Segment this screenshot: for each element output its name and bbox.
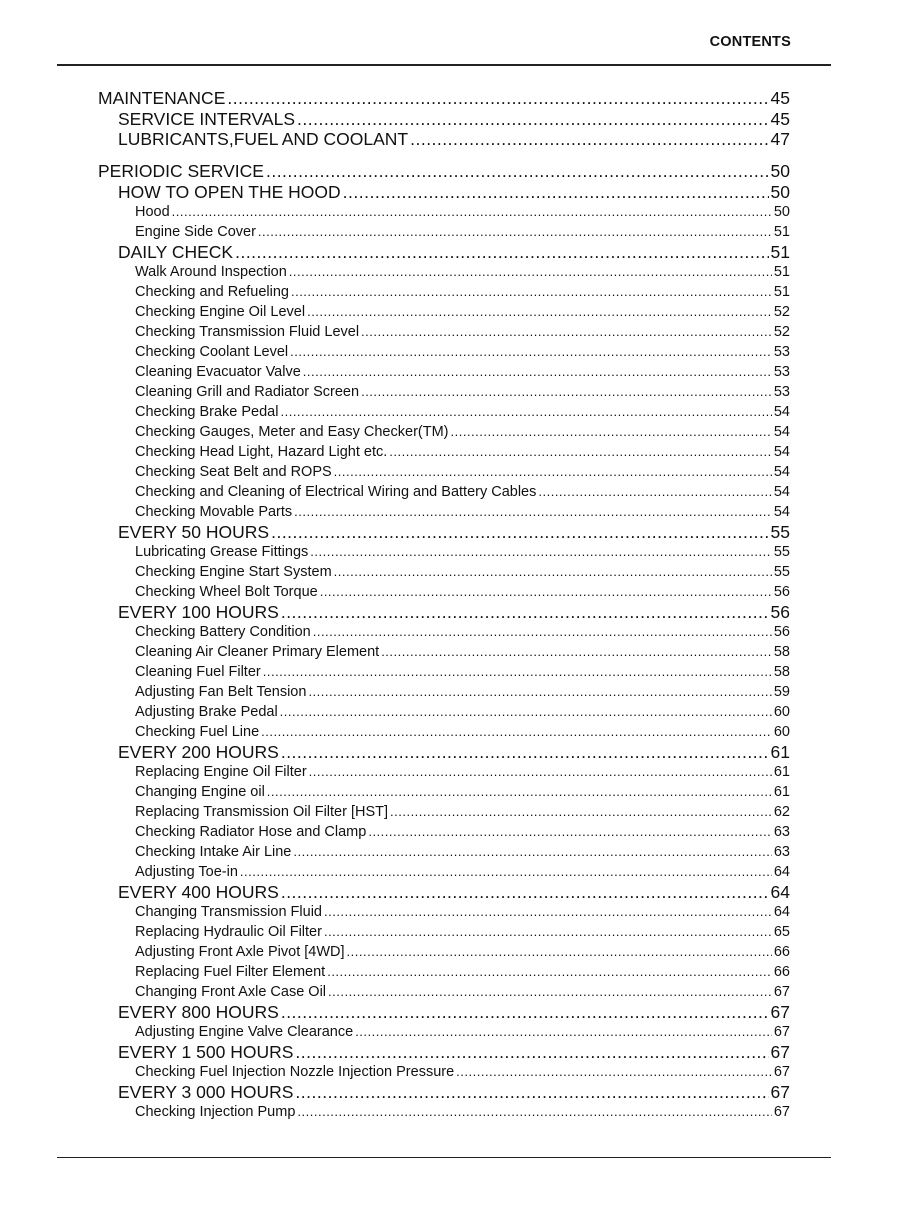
dot-leader <box>172 202 772 222</box>
toc-entry-title: Checking Fuel Injection Nozzle Injection Pressure <box>135 1064 455 1080</box>
toc-entry[interactable] <box>98 702 790 722</box>
toc-entry-title: Adjusting Engine Valve Clearance <box>135 1024 354 1040</box>
toc-entry[interactable] <box>98 242 790 262</box>
toc-entry-page-number: 51 <box>770 242 790 262</box>
toc-entry-page-number: 60 <box>773 704 790 720</box>
toc-entry-title: Checking Intake Air Line <box>135 844 292 860</box>
dot-leader <box>295 1042 768 1062</box>
dot-leader <box>307 302 772 322</box>
toc-entry-page-number: 52 <box>773 304 790 320</box>
dot-leader <box>263 662 772 682</box>
toc-entry-page-number: 47 <box>770 129 790 149</box>
toc-entry-page-number: 54 <box>773 484 790 500</box>
toc-entry-page-number: 62 <box>773 804 790 820</box>
toc-entry-page-number: 53 <box>773 364 790 380</box>
dot-leader <box>361 382 772 402</box>
dot-leader <box>313 622 772 642</box>
toc-entry-page-number: 51 <box>773 224 790 240</box>
dot-leader <box>451 422 772 442</box>
dot-leader <box>271 522 768 542</box>
dot-leader <box>266 161 769 182</box>
toc-section <box>98 88 790 149</box>
toc-entry-page-number: 52 <box>773 324 790 340</box>
toc-entry-page-number: 55 <box>773 544 790 560</box>
toc-entry-page-number: 63 <box>773 844 790 860</box>
toc-entry-title: Checking Coolant Level <box>135 344 289 360</box>
toc-entry-page-number: 67 <box>770 1082 790 1102</box>
toc-entry-title: EVERY 3 000 HOURS <box>118 1082 294 1102</box>
toc-entry-title: Replacing Hydraulic Oil Filter <box>135 924 322 940</box>
dot-leader <box>390 802 772 822</box>
toc-entry-title: HOW TO OPEN THE HOOD <box>118 182 341 202</box>
toc-entry-title: Cleaning Fuel Filter <box>135 664 261 680</box>
toc-entry-title: Checking Injection Pump <box>135 1104 296 1120</box>
toc-entry[interactable] <box>98 222 790 242</box>
toc-entry-page-number: 66 <box>773 944 790 960</box>
toc-entry-page-number: 67 <box>773 984 790 1000</box>
toc-entry-title: Checking Brake Pedal <box>135 404 279 420</box>
toc-entry[interactable] <box>98 482 790 502</box>
toc-entry-page-number: 50 <box>770 182 790 202</box>
toc-entry-page-number: 67 <box>773 1024 790 1040</box>
dot-leader <box>281 602 769 622</box>
toc-entry[interactable] <box>98 129 790 149</box>
toc-entry[interactable] <box>98 902 790 922</box>
toc-entry-title: Checking Fuel Line <box>135 724 260 740</box>
toc-entry[interactable] <box>98 822 790 842</box>
toc-entry-page-number: 56 <box>773 624 790 640</box>
dot-leader <box>280 402 771 422</box>
dot-leader <box>327 962 772 982</box>
toc-entry-title: SERVICE INTERVALS <box>118 109 296 129</box>
toc-entry-title: MAINTENANCE <box>98 88 226 108</box>
dot-leader <box>261 722 772 742</box>
dot-leader <box>456 1062 772 1082</box>
dot-leader <box>538 482 771 502</box>
toc-entry-title: Checking Seat Belt and ROPS <box>135 464 332 480</box>
dot-leader <box>324 922 772 942</box>
toc-entry-title: Changing Transmission Fluid <box>135 904 322 920</box>
toc-entry-page-number: 67 <box>773 1104 790 1120</box>
toc-entry[interactable] <box>98 282 790 302</box>
dot-leader <box>308 682 771 702</box>
toc-entry[interactable] <box>98 582 790 602</box>
dot-leader <box>334 462 772 482</box>
dot-leader <box>258 222 772 242</box>
toc-entry-page-number: 59 <box>773 684 790 700</box>
toc-entry[interactable] <box>98 682 790 702</box>
toc-entry-title: EVERY 200 HOURS <box>118 742 279 762</box>
dot-leader <box>297 109 769 129</box>
toc-entry[interactable] <box>98 842 790 862</box>
toc-entry-page-number: 54 <box>773 464 790 480</box>
toc-entry[interactable] <box>98 982 790 1002</box>
toc-entry-page-number: 54 <box>773 504 790 520</box>
toc-entry-page-number: 55 <box>773 564 790 580</box>
toc-entry-title: Adjusting Fan Belt Tension <box>135 684 307 700</box>
header-label: CONTENTS <box>709 34 791 50</box>
toc-entry[interactable] <box>98 161 790 182</box>
toc-entry[interactable] <box>98 322 790 342</box>
toc-entry-title: Checking Transmission Fluid Level <box>135 324 360 340</box>
toc-entry[interactable] <box>98 1082 790 1102</box>
toc-entry-page-number: 61 <box>773 764 790 780</box>
dot-leader <box>361 322 772 342</box>
dot-leader <box>280 702 772 722</box>
toc-entry-title: Checking Radiator Hose and Clamp <box>135 824 367 840</box>
toc-entry[interactable] <box>98 202 790 222</box>
dot-leader <box>355 1022 772 1042</box>
dot-leader <box>343 182 769 202</box>
toc-entry[interactable] <box>98 382 790 402</box>
toc-entry[interactable] <box>98 182 790 202</box>
toc-entry[interactable] <box>98 262 790 282</box>
dot-leader <box>281 882 769 902</box>
toc-entry[interactable] <box>98 942 790 962</box>
toc-entry-title: Cleaning Grill and Radiator Screen <box>135 384 360 400</box>
table-of-contents <box>98 88 790 1134</box>
toc-entry-title: EVERY 50 HOURS <box>118 522 270 542</box>
toc-entry-title: Replacing Fuel Filter Element <box>135 964 326 980</box>
toc-entry-title: Cleaning Air Cleaner Primary Element <box>135 644 380 660</box>
toc-entry-title: Adjusting Front Axle Pivot [4WD] <box>135 944 345 960</box>
toc-entry-page-number: 58 <box>773 644 790 660</box>
toc-entry-page-number: 63 <box>773 824 790 840</box>
toc-section <box>98 161 790 1122</box>
dot-leader <box>289 262 772 282</box>
toc-entry-page-number: 50 <box>770 161 790 181</box>
toc-entry[interactable] <box>98 882 790 902</box>
toc-entry-title: DAILY CHECK <box>118 242 234 262</box>
toc-entry-title: Checking Engine Oil Level <box>135 304 306 320</box>
toc-entry-title: Replacing Engine Oil Filter <box>135 764 307 780</box>
dot-leader <box>281 1002 769 1022</box>
dot-leader <box>291 282 772 302</box>
toc-entry-page-number: 58 <box>773 664 790 680</box>
toc-entry[interactable] <box>98 862 790 882</box>
toc-entry-page-number: 56 <box>773 584 790 600</box>
dot-leader <box>297 1102 771 1122</box>
toc-entry[interactable] <box>98 1022 790 1042</box>
toc-entry-title: Adjusting Toe-in <box>135 864 238 880</box>
toc-entry[interactable] <box>98 1042 790 1062</box>
toc-entry-title: Changing Engine oil <box>135 784 265 800</box>
toc-entry-page-number: 64 <box>770 882 790 902</box>
toc-entry-page-number: 50 <box>773 204 790 220</box>
toc-entry-title: PERIODIC SERVICE <box>98 161 264 181</box>
toc-entry[interactable] <box>98 622 790 642</box>
toc-entry-title: Checking and Refueling <box>135 284 289 300</box>
dot-leader <box>281 742 769 762</box>
toc-entry-page-number: 61 <box>770 742 790 762</box>
toc-entry[interactable] <box>98 88 790 109</box>
dot-leader <box>324 902 772 922</box>
toc-entry[interactable] <box>98 1102 790 1122</box>
toc-entry-page-number: 54 <box>773 444 790 460</box>
toc-entry-title: Checking Head Light, Hazard Light etc. <box>135 444 388 460</box>
toc-entry-page-number: 53 <box>773 384 790 400</box>
dot-leader <box>381 642 772 662</box>
dot-leader <box>303 362 772 382</box>
toc-entry-page-number: 67 <box>770 1002 790 1022</box>
dot-leader <box>293 842 771 862</box>
dot-leader <box>389 442 772 462</box>
toc-entry-title: EVERY 400 HOURS <box>118 882 279 902</box>
toc-entry[interactable] <box>98 1062 790 1082</box>
dot-leader <box>347 942 772 962</box>
toc-entry-page-number: 55 <box>770 522 790 542</box>
toc-entry-page-number: 60 <box>773 724 790 740</box>
toc-entry[interactable] <box>98 962 790 982</box>
toc-entry[interactable] <box>98 522 790 542</box>
toc-entry[interactable] <box>98 802 790 822</box>
dot-leader <box>227 88 768 109</box>
toc-entry[interactable] <box>98 742 790 762</box>
toc-entry-page-number: 51 <box>773 264 790 280</box>
toc-entry-title: Engine Side Cover <box>135 224 256 240</box>
dot-leader <box>328 982 772 1002</box>
toc-entry-title: Checking Wheel Bolt Torque <box>135 584 318 600</box>
toc-entry[interactable] <box>98 762 790 782</box>
toc-entry[interactable] <box>98 442 790 462</box>
toc-entry-page-number: 67 <box>773 1064 790 1080</box>
toc-entry[interactable] <box>98 562 790 582</box>
toc-entry-title: Cleaning Evacuator Valve <box>135 364 301 380</box>
toc-entry[interactable] <box>98 502 790 522</box>
dot-leader <box>294 502 772 522</box>
toc-entry[interactable] <box>98 1002 790 1022</box>
toc-entry[interactable] <box>98 922 790 942</box>
dot-leader <box>310 542 772 562</box>
toc-entry-page-number: 51 <box>773 284 790 300</box>
toc-entry-title: Walk Around Inspection <box>135 264 287 280</box>
toc-entry-title: Checking Gauges, Meter and Easy Checker(TM) <box>135 424 449 440</box>
toc-entry-title: LUBRICANTS,FUEL AND COOLANT <box>118 129 409 149</box>
dot-leader <box>334 562 772 582</box>
toc-entry[interactable] <box>98 642 790 662</box>
toc-entry-title: Checking Engine Start System <box>135 564 332 580</box>
toc-entry[interactable] <box>98 342 790 362</box>
toc-entry-page-number: 54 <box>773 424 790 440</box>
toc-entry-page-number: 66 <box>773 964 790 980</box>
dot-leader <box>368 822 772 842</box>
toc-entry[interactable] <box>98 422 790 442</box>
toc-entry[interactable] <box>98 662 790 682</box>
toc-entry-title: Hood <box>135 204 170 220</box>
toc-entry[interactable] <box>98 462 790 482</box>
toc-entry-page-number: 64 <box>773 904 790 920</box>
header-divider <box>57 64 831 66</box>
toc-entry-page-number: 67 <box>770 1042 790 1062</box>
dot-leader <box>240 862 772 882</box>
toc-entry-page-number: 54 <box>773 404 790 420</box>
toc-entry-page-number: 45 <box>770 88 790 108</box>
toc-entry-page-number: 65 <box>773 924 790 940</box>
dot-leader <box>295 1082 768 1102</box>
toc-entry-page-number: 53 <box>773 344 790 360</box>
toc-entry-page-number: 64 <box>773 864 790 880</box>
toc-entry[interactable] <box>98 109 790 129</box>
toc-entry[interactable] <box>98 542 790 562</box>
dot-leader <box>410 129 768 149</box>
toc-entry-title: Checking Battery Condition <box>135 624 311 640</box>
toc-entry[interactable] <box>98 602 790 622</box>
toc-entry-title: Adjusting Brake Pedal <box>135 704 278 720</box>
dot-leader <box>235 242 768 262</box>
toc-entry-page-number: 45 <box>770 109 790 129</box>
dot-leader <box>320 582 772 602</box>
toc-entry-title: EVERY 800 HOURS <box>118 1002 279 1022</box>
footer-divider <box>57 1157 831 1158</box>
toc-entry[interactable] <box>98 722 790 742</box>
toc-entry-title: EVERY 100 HOURS <box>118 602 279 622</box>
toc-entry[interactable] <box>98 362 790 382</box>
toc-entry[interactable] <box>98 302 790 322</box>
toc-entry-title: Checking and Cleaning of Electrical Wiring and Battery Cables <box>135 484 537 500</box>
dot-leader <box>290 342 772 362</box>
toc-entry-page-number: 61 <box>773 784 790 800</box>
toc-entry-title: Changing Front Axle Case Oil <box>135 984 327 1000</box>
toc-entry[interactable] <box>98 782 790 802</box>
toc-entry[interactable] <box>98 402 790 422</box>
toc-entry-title: Lubricating Grease Fittings <box>135 544 309 560</box>
dot-leader <box>309 762 772 782</box>
dot-leader <box>267 782 772 802</box>
toc-entry-page-number: 56 <box>770 602 790 622</box>
toc-entry-title: EVERY 1 500 HOURS <box>118 1042 294 1062</box>
toc-entry-title: Checking Movable Parts <box>135 504 293 520</box>
toc-entry-title: Replacing Transmission Oil Filter [HST] <box>135 804 389 820</box>
